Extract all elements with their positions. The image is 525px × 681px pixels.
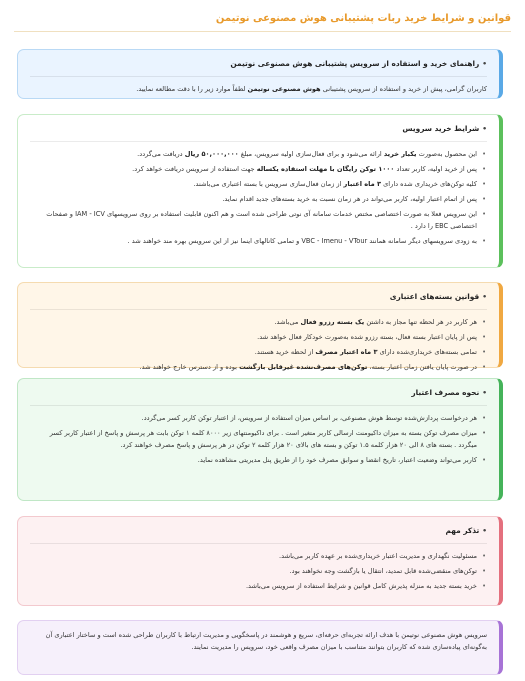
purchase-heading: •شرایط خرید سرویس xyxy=(30,123,487,142)
list-item: • در صورت پایان یافتن زمان اعتبار بسته، توکن‌های مصرف‌نشده غیرقابل بازگشت بوده و از دسترس خارج خواهند شد. xyxy=(30,361,477,373)
list-item: • مسئولیت نگهداری و مدیریت اعتبار خریداری‌شده بر عهده کاربر می‌باشد. xyxy=(30,550,477,562)
list-item: • این سرویس فعلا به صورت اختصاصی مختص خدمات سامانه آی نوتی طراحی شده است و هم اکنون قابلیت استفاده بر روی سرویسهای IAM - ICV و صفحات اختصاصی EBC را دارد . xyxy=(30,208,477,232)
guide-card xyxy=(17,49,503,99)
heading-bullet-icon: • xyxy=(482,124,487,133)
list-item: • میزان مصرف توکن بسته به میزان داکیومنت ارسالی کاربر متغیر است . برای داکیومنتهای زیر ۸۰۰۰ کلمه ۱ توکن بابت هر پرسش و پاسخ از اعتبار کاربر کسر میگردد . بسته های ۸ الی ۲۰ هزار کلمه ۱.۵ توکن و بسته های بالای ۲۰ هزار کلمه ۲ توکن در هر پرسش و پاسخ مصرف خواهند کرد. xyxy=(30,427,477,451)
list-item: • به زودی سرویسهای دیگر سامانه همانند VBC - Imenu - VTour و تمامی کانالهای اینما نیز از این سرویس بهره مند خواهند شد . xyxy=(30,235,477,247)
heading-bullet-icon: • xyxy=(482,292,487,301)
heading-bullet-icon: • xyxy=(482,526,487,535)
list-item: • کاربر می‌تواند وضعیت اعتبار، تاریخ انقضا و سوابق مصرف خود را از طریق پنل مدیریتی مشاهده نماید. xyxy=(30,454,477,466)
list-item: • پس از پایان اعتبار بسته فعال، بسته رزرو شده به‌صورت خودکار فعال خواهد شد. xyxy=(30,331,477,343)
list-item: • پس از اتمام اعتبار اولیه، کاربر می‌تواند در هر زمان نسبت به خرید بسته‌های جدید اقدام نماید. xyxy=(30,193,477,205)
heading-bullet-icon: • xyxy=(482,388,487,397)
list-item: • کلیه توکن‌های خریداری شده دارای ۳ ماه اعتبار از زمان فعال‌سازی سرویس با بسته اعتباری می‌باشند. xyxy=(30,178,477,190)
usage-list xyxy=(30,412,487,466)
page-title: قوانین و شرایط خرید ربات پشتیبانی هوش مصنوعی نوتیمن xyxy=(215,13,511,24)
important-notes-card xyxy=(17,516,503,606)
title-divider xyxy=(14,31,511,32)
footer-text: سرویس هوش مصنوعی نوتیمن با هدف ارائه تجربه‌ای حرفه‌ای، سریع و هوشمند در پاسخگویی و مدیریت ارتباط با کاربران طراحی شده است و ساختار اعتباری آن به‌گونه‌ای پیاده‌سازی شده که کاربران بتوانند متناسب با میزان مصرف واقعی خود، سرویس را مدیریت نمایند. xyxy=(45,631,487,651)
list-item: • هر کاربر در هر لحظه تنها مجاز به داشتن یک بسته رزرو فعال می‌باشد. xyxy=(30,316,477,328)
heading-bullet-icon: • xyxy=(482,59,487,68)
packages-list xyxy=(30,316,487,373)
purchase-list xyxy=(30,148,487,247)
guide-heading xyxy=(30,58,487,77)
list-item: • این محصول به‌صورت یکبار خرید ارائه می‌شود و برای فعال‌سازی اولیه سرویس، مبلغ ۵۰,۰۰۰,۰۰۰ ریال دریافت می‌گردد. xyxy=(30,148,477,160)
list-item: • توکن‌های منقضی‌شده قابل تمدید، انتقال یا بازگشت وجه نخواهند بود. xyxy=(30,565,477,577)
notes-list xyxy=(30,550,487,592)
notes-heading: •تذکر مهم xyxy=(30,525,487,544)
list-item: • پس از خرید اولیه، کاربر تعداد ۱۰۰۰ توکن رایگان با مهلت استفاده یکساله جهت استفاده از سرویس دریافت خواهد کرد. xyxy=(30,163,477,175)
list-item: • هر درخواست پردازش‌شده توسط هوش مصنوعی، بر اساس میزان استفاده از سرویس، از اعتبار توکن کاربر کسر می‌گردد. xyxy=(30,412,477,424)
footer-note-card xyxy=(17,620,503,675)
packages-heading: •قوانین بسته‌های اعتباری xyxy=(30,291,487,310)
packages-rules-card xyxy=(17,282,503,371)
guide-heading-text: راهنمای خرید و استفاده از سرویس پشتیبانی هوش مصنوعی نوتیمن xyxy=(230,59,480,68)
list-item: • تمامی بسته‌های خریداری‌شده دارای ۳ ماه اعتبار مصرف از لحظه خرید هستند. xyxy=(30,346,477,358)
usage-card xyxy=(17,378,503,501)
purchase-terms-card xyxy=(17,114,503,268)
guide-text: کاربران گرامی، پیش از خرید و استفاده از سرویس پشتیبانی هوش مصنوعی نوتیمن لطفاً موارد زیر را با دقت مطالعه نمایید. xyxy=(136,85,487,93)
list-item: • خرید بسته جدید به منزله پذیرش کامل قوانین و شرایط استفاده از سرویس می‌باشد. xyxy=(30,580,477,592)
usage-heading: •نحوه مصرف اعتبار xyxy=(30,387,487,406)
